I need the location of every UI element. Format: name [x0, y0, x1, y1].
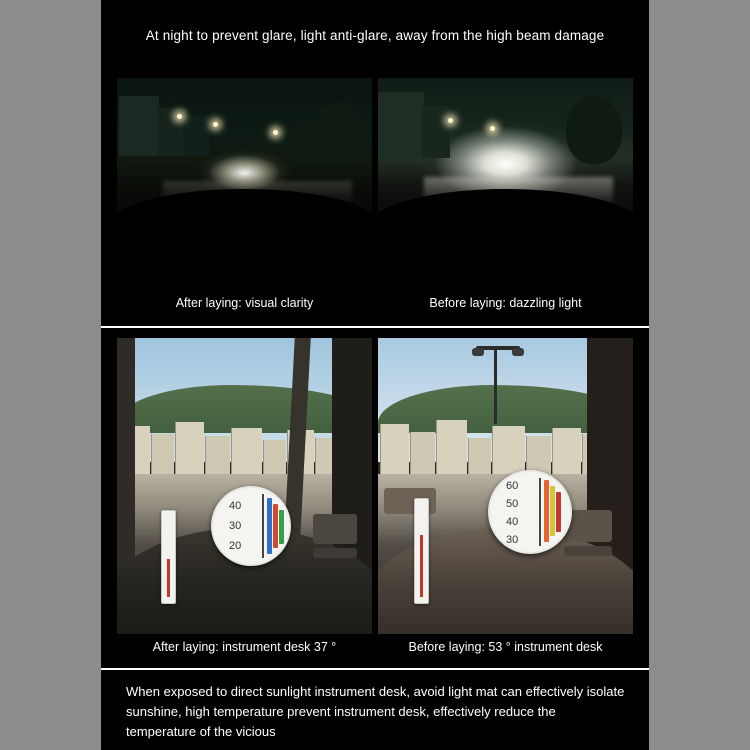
gauge-label: 20 — [229, 540, 242, 552]
gauge-bar-green — [279, 510, 284, 544]
streetlamp-glow — [448, 118, 453, 123]
thermometer-strip — [161, 510, 176, 604]
building — [410, 432, 435, 480]
building-silhouette — [183, 116, 209, 156]
streetlamp-glow — [213, 122, 218, 127]
gauge-scale-labels — [506, 478, 536, 546]
thermometer-strip — [414, 498, 429, 604]
caption-after-laying-night: After laying: visual clarity — [175, 296, 314, 310]
night-photo-before — [378, 78, 633, 231]
building-silhouette — [119, 96, 159, 156]
section-divider — [101, 326, 649, 328]
lamp-head — [472, 348, 484, 356]
building-silhouette — [378, 92, 424, 158]
section-divider-bottom — [101, 668, 649, 670]
gauge-label: 30 — [229, 520, 242, 532]
building — [380, 424, 409, 480]
footer-description: When exposed to direct sunlight instrument desk, avoid light mat can effectively isolate sunshine, high temperature prevent instrument desk, effectively reduce the temperature of the vicious — [126, 684, 625, 740]
lamp-head — [512, 348, 524, 356]
building — [151, 434, 174, 480]
day-caption-row — [117, 640, 633, 654]
gauge-bar-red — [273, 504, 278, 548]
day-photo-after — [117, 338, 372, 634]
night-headline: At night to prevent glare, light anti-glare, away from the high beam damage — [145, 28, 605, 43]
building — [552, 428, 581, 480]
night-caption-row — [117, 296, 633, 310]
tree-silhouette — [287, 122, 321, 164]
day-photo-before — [378, 338, 633, 634]
streetlamp-glow — [273, 130, 278, 135]
gauge-label: 60 — [506, 480, 519, 492]
caption-after-laying-day: After laying: instrument desk 37 ° — [152, 640, 337, 654]
gauge-label: 40 — [506, 516, 519, 528]
building — [231, 428, 262, 480]
thermometer-mercury — [167, 559, 170, 597]
caption-before-laying-day: Before laying: 53 ° instrument desk — [408, 640, 603, 654]
gauge-magnifier-left — [211, 486, 291, 566]
building — [175, 422, 204, 480]
tree-silhouette — [566, 96, 622, 164]
gauge-label: 40 — [229, 500, 242, 512]
night-photo-after — [117, 78, 372, 231]
gauge-bar-orange — [544, 480, 549, 542]
air-vent — [564, 546, 612, 556]
gauge-magnifier-right — [488, 470, 572, 554]
night-photo-row — [117, 78, 633, 231]
streetlamp-glow — [490, 126, 495, 131]
streetlamp-glow — [177, 114, 182, 119]
gauge-label: 50 — [506, 498, 519, 510]
gauge-tick-line — [262, 494, 264, 558]
air-vent — [313, 514, 357, 544]
gauge-scale-labels — [229, 494, 259, 558]
gauge-tick-line — [539, 478, 541, 545]
day-photo-row — [117, 338, 633, 634]
building-silhouette — [422, 106, 450, 158]
tree-silhouette — [313, 102, 363, 164]
building — [436, 420, 467, 480]
gauge-label: 30 — [506, 534, 519, 546]
air-vent — [313, 548, 357, 558]
gauge-bar-yellow — [550, 486, 555, 536]
lamp-post — [494, 346, 497, 424]
gauge-bar-red — [556, 492, 561, 532]
gauge-bar-blue — [267, 498, 272, 554]
thermometer-mercury — [420, 535, 423, 597]
caption-before-laying-night: Before laying: dazzling light — [429, 296, 582, 310]
